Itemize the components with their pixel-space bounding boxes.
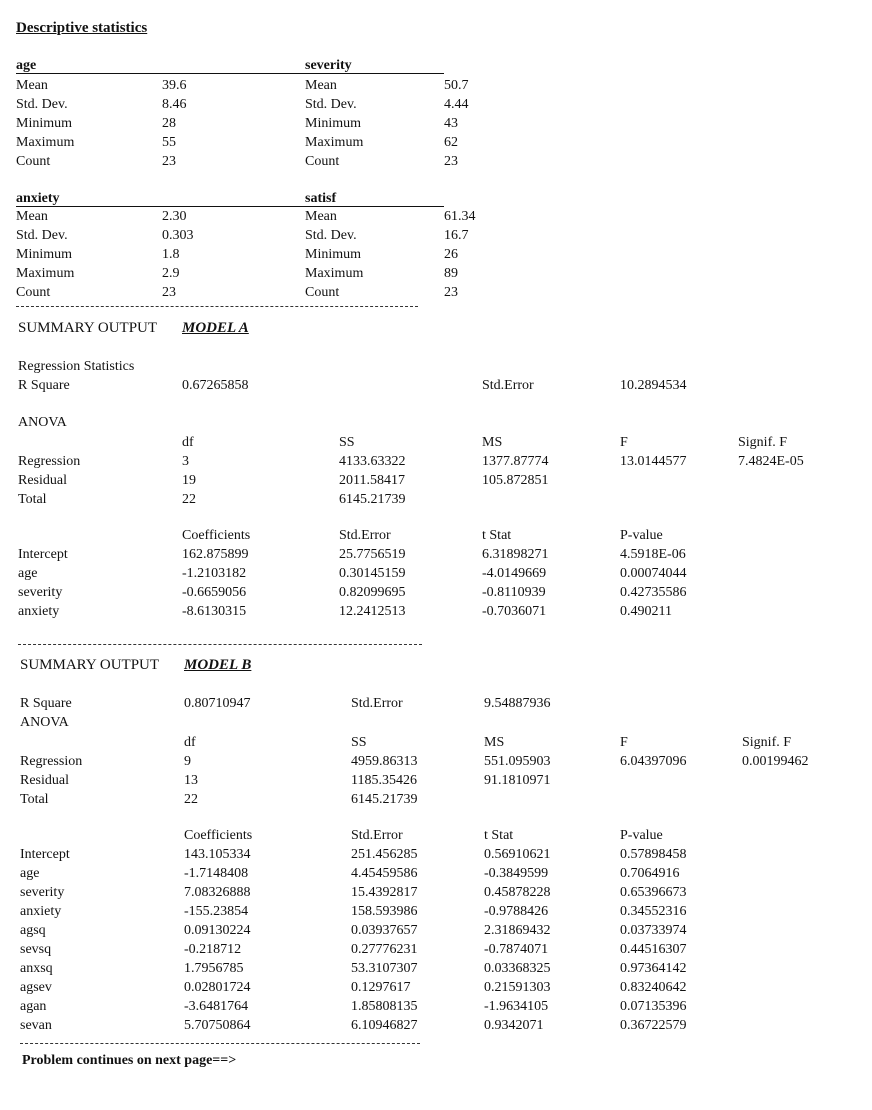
stat-label: Maximum xyxy=(16,135,75,150)
stat-label: Minimum xyxy=(305,116,362,131)
anova-label: ANOVA xyxy=(20,715,69,730)
stat-label: Mean xyxy=(305,78,337,93)
row-label: anxiety xyxy=(20,904,62,919)
stat-label: Std. Dev. xyxy=(305,228,357,243)
anova-label: ANOVA xyxy=(18,415,67,430)
cell: 7.4824E-05 xyxy=(738,454,804,469)
cell: 0.03733974 xyxy=(620,923,687,938)
cell: 15.4392817 xyxy=(351,885,418,900)
cell: 0.65396673 xyxy=(620,885,687,900)
cell: -3.6481764 xyxy=(184,999,249,1014)
cell: 2011.58417 xyxy=(339,473,405,488)
cell: 0.03937657 xyxy=(351,923,418,938)
desc-var-name: satisf xyxy=(305,191,337,206)
stat-label: Maximum xyxy=(305,135,364,150)
desc-var-name: age xyxy=(16,58,37,73)
coef-header: Std.Error xyxy=(351,828,403,843)
cell: 1.7956785 xyxy=(184,961,244,976)
stat-label: Count xyxy=(305,154,340,169)
cell: 0.83240642 xyxy=(620,980,687,995)
cell: 2.31869432 xyxy=(484,923,551,938)
anova-header: SS xyxy=(339,435,355,450)
stat-label: Minimum xyxy=(305,247,362,262)
cell: -0.6659056 xyxy=(182,585,247,600)
anova-header: F xyxy=(620,435,628,450)
stat-value: 2.9 xyxy=(162,266,180,281)
cell: -0.7036071 xyxy=(482,604,547,619)
cell: 22 xyxy=(182,492,196,507)
row-label: Intercept xyxy=(18,547,68,562)
cell: 0.1297617 xyxy=(351,980,411,995)
stat-label: Std. Dev. xyxy=(16,228,68,243)
anova-header: SS xyxy=(351,735,367,750)
anova-header: df xyxy=(182,435,194,450)
cell: 13.0144577 xyxy=(620,454,687,469)
row-label: Regression xyxy=(20,754,83,769)
cell: 9 xyxy=(184,754,191,769)
row-label: Total xyxy=(18,492,47,507)
stat-label: Minimum xyxy=(16,116,73,131)
cell: 0.44516307 xyxy=(620,942,687,957)
row-label: anxsq xyxy=(20,961,53,976)
stat-label: Std. Dev. xyxy=(305,97,357,112)
desc-var-name: anxiety xyxy=(16,191,60,206)
cell: 0.82099695 xyxy=(339,585,406,600)
anova-header: df xyxy=(184,735,196,750)
stat-value: 61.34 xyxy=(444,209,476,224)
cell: 0.7064916 xyxy=(620,866,680,881)
cell: -0.9788426 xyxy=(484,904,549,919)
cell: 0.03368325 xyxy=(484,961,551,976)
cell: 6145.21739 xyxy=(351,792,418,807)
cell: 91.1810971 xyxy=(484,773,551,788)
row-label: Residual xyxy=(20,773,69,788)
cell: -1.2103182 xyxy=(182,566,247,581)
r-square-label: R Square xyxy=(18,378,70,393)
stat-value: 2.30 xyxy=(162,209,187,224)
cell: -155.23854 xyxy=(184,904,249,919)
stat-label: Count xyxy=(305,285,340,300)
cell: 6.04397096 xyxy=(620,754,687,769)
cell: 551.095903 xyxy=(484,754,551,769)
stat-value: 39.6 xyxy=(162,78,187,93)
r-square-label: R Square xyxy=(20,696,72,711)
model-b-title: MODEL B xyxy=(184,657,252,673)
stat-label: Minimum xyxy=(16,247,73,262)
divider xyxy=(16,73,302,74)
cell: 12.2412513 xyxy=(339,604,406,619)
std-error-value: 9.54887936 xyxy=(484,696,551,711)
coef-header: t Stat xyxy=(484,828,514,843)
stat-value: 23 xyxy=(162,285,176,300)
stat-value: 1.8 xyxy=(162,247,180,262)
cell: 6.10946827 xyxy=(351,1018,418,1033)
std-error-label: Std.Error xyxy=(351,696,403,711)
row-label: agsq xyxy=(20,923,46,938)
row-label: Residual xyxy=(18,473,67,488)
cell: 0.34552316 xyxy=(620,904,687,919)
cell: 158.593986 xyxy=(351,904,418,919)
cell: 143.105334 xyxy=(184,847,251,862)
std-error-label: Std.Error xyxy=(482,378,534,393)
coef-header: Coefficients xyxy=(182,528,251,543)
anova-header: MS xyxy=(484,735,505,750)
row-label: age xyxy=(20,866,40,881)
cell: 0.45878228 xyxy=(484,885,551,900)
cell: -8.6130315 xyxy=(182,604,247,619)
stat-label: Maximum xyxy=(16,266,75,281)
cell: 4.5918E-06 xyxy=(620,547,686,562)
r-square-value: 0.80710947 xyxy=(184,696,251,711)
cell: 4959.86313 xyxy=(351,754,418,769)
cell: 0.00074044 xyxy=(620,566,687,581)
stat-label: Maximum xyxy=(305,266,364,281)
cell: 4133.63322 xyxy=(339,454,406,469)
row-label: severity xyxy=(20,885,65,900)
anova-header: MS xyxy=(482,435,503,450)
stat-value: 50.7 xyxy=(444,78,469,93)
stat-value: 62 xyxy=(444,135,458,150)
row-label: Intercept xyxy=(20,847,70,862)
stat-value: 23 xyxy=(162,154,176,169)
continues-footer: Problem continues on next page==> xyxy=(22,1053,237,1068)
dashed-divider xyxy=(20,1043,420,1044)
cell: 19 xyxy=(182,473,196,488)
cell: 0.02801724 xyxy=(184,980,251,995)
cell: 0.9342071 xyxy=(484,1018,544,1033)
stat-label: Count xyxy=(16,285,51,300)
cell: 0.00199462 xyxy=(742,754,809,769)
stat-value: 0.303 xyxy=(162,228,194,243)
cell: 0.21591303 xyxy=(484,980,551,995)
cell: 105.872851 xyxy=(482,473,549,488)
divider xyxy=(302,73,444,74)
cell: 6145.21739 xyxy=(339,492,406,507)
dashed-divider xyxy=(18,644,422,645)
cell: 0.36722579 xyxy=(620,1018,687,1033)
row-label: sevsq xyxy=(20,942,52,957)
page-title: Descriptive statistics xyxy=(16,20,148,36)
coef-header: Std.Error xyxy=(339,528,391,543)
row-label: severity xyxy=(18,585,63,600)
stat-value: 8.46 xyxy=(162,97,187,112)
cell: -4.0149669 xyxy=(482,566,547,581)
stat-label: Mean xyxy=(305,209,337,224)
std-error-value: 10.2894534 xyxy=(620,378,687,393)
desc-var-name: severity xyxy=(305,58,352,73)
stat-value: 89 xyxy=(444,266,458,281)
cell: 0.30145159 xyxy=(339,566,406,581)
dashed-divider xyxy=(16,306,418,307)
stat-label: Count xyxy=(16,154,51,169)
stat-value: 55 xyxy=(162,135,176,150)
stat-value: 16.7 xyxy=(444,228,469,243)
summary-output-label: SUMMARY OUTPUT xyxy=(20,657,160,673)
row-label: agan xyxy=(20,999,47,1014)
stat-label: Std. Dev. xyxy=(16,97,68,112)
cell: 0.97364142 xyxy=(620,961,687,976)
cell: 1377.87774 xyxy=(482,454,549,469)
cell: 0.09130224 xyxy=(184,923,251,938)
cell: 1185.35426 xyxy=(351,773,417,788)
anova-header: Signif. F xyxy=(742,735,792,750)
cell: 6.31898271 xyxy=(482,547,549,562)
row-label: Total xyxy=(20,792,49,807)
cell: 162.875899 xyxy=(182,547,249,562)
stat-value: 28 xyxy=(162,116,176,131)
stat-value: 23 xyxy=(444,154,458,169)
cell: 13 xyxy=(184,773,198,788)
coef-header: P-value xyxy=(620,828,663,843)
cell: 0.57898458 xyxy=(620,847,687,862)
divider xyxy=(302,206,444,207)
cell: 0.27776231 xyxy=(351,942,418,957)
row-label: age xyxy=(18,566,38,581)
cell: 4.45459586 xyxy=(351,866,418,881)
cell: -0.3849599 xyxy=(484,866,549,881)
cell: 22 xyxy=(184,792,198,807)
stat-value: 43 xyxy=(444,116,458,131)
model-a-title: MODEL A xyxy=(182,320,249,336)
cell: 0.42735586 xyxy=(620,585,687,600)
row-label: agsev xyxy=(20,980,52,995)
coef-header: Coefficients xyxy=(184,828,253,843)
cell: -0.218712 xyxy=(184,942,242,957)
stat-label: Mean xyxy=(16,78,48,93)
cell: 3 xyxy=(182,454,189,469)
cell: -0.8110939 xyxy=(482,585,546,600)
coef-header: t Stat xyxy=(482,528,512,543)
divider xyxy=(16,206,302,207)
cell: 0.56910621 xyxy=(484,847,551,862)
regression-stats-label: Regression Statistics xyxy=(18,359,135,374)
stat-value: 23 xyxy=(444,285,458,300)
row-label: Regression xyxy=(18,454,81,469)
summary-output-label: SUMMARY OUTPUT xyxy=(18,320,158,336)
cell: 25.7756519 xyxy=(339,547,406,562)
cell: -0.7874071 xyxy=(484,942,549,957)
cell: -1.9634105 xyxy=(484,999,549,1014)
cell: 251.456285 xyxy=(351,847,418,862)
row-label: anxiety xyxy=(18,604,60,619)
stat-value: 26 xyxy=(444,247,458,262)
anova-header: Signif. F xyxy=(738,435,788,450)
cell: 5.70750864 xyxy=(184,1018,251,1033)
anova-header: F xyxy=(620,735,628,750)
cell: 53.3107307 xyxy=(351,961,418,976)
r-square-value: 0.67265858 xyxy=(182,378,249,393)
cell: 0.07135396 xyxy=(620,999,687,1014)
stat-label: Mean xyxy=(16,209,48,224)
cell: -1.7148408 xyxy=(184,866,249,881)
cell: 1.85808135 xyxy=(351,999,418,1014)
stat-value: 4.44 xyxy=(444,97,469,112)
cell: 0.490211 xyxy=(620,604,672,619)
row-label: sevan xyxy=(20,1018,52,1033)
cell: 7.08326888 xyxy=(184,885,251,900)
coef-header: P-value xyxy=(620,528,663,543)
